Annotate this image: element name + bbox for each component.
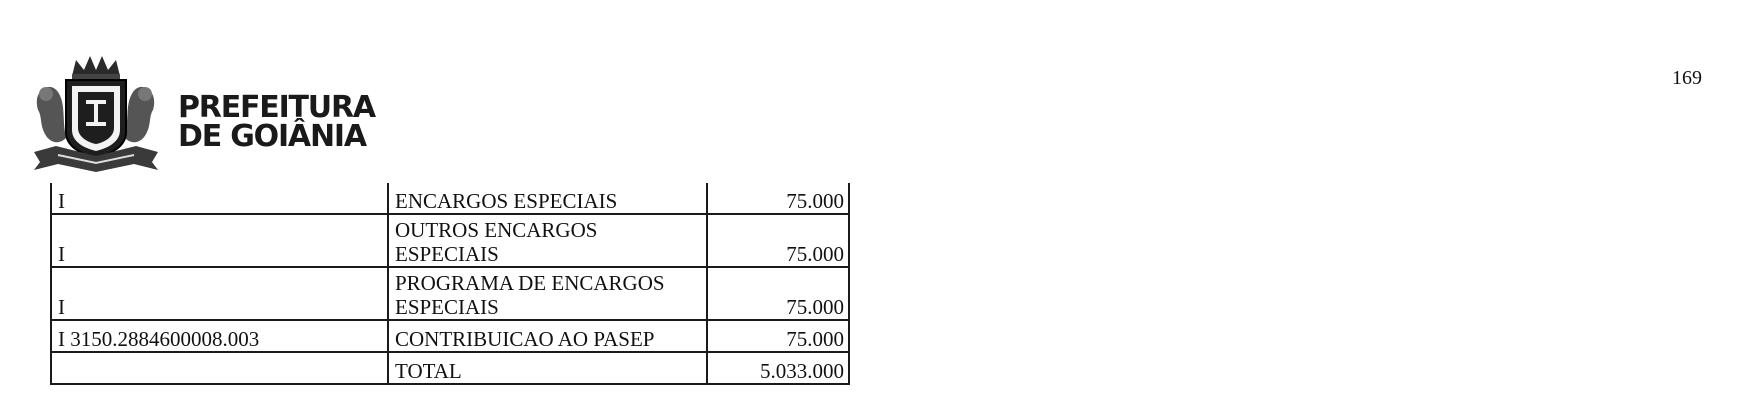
brand-line-1: PREFEITURA [178, 90, 375, 125]
code-cell [51, 352, 388, 384]
total-value-cell: 5.033.000 [707, 352, 849, 384]
code-cell: I [51, 214, 388, 267]
city-hall-brand [178, 90, 375, 154]
description-cell: CONTRIBUICAO AO PASEP [388, 320, 707, 352]
value-cell: 75.000 [707, 214, 849, 267]
table-row [51, 183, 849, 214]
code-cell: I [51, 183, 388, 214]
value-cell: 75.000 [707, 183, 849, 214]
city-coat-of-arms-logo [28, 50, 163, 175]
brand-line-2: DE GOIÂNIA [178, 119, 366, 154]
value-cell: 75.000 [707, 267, 849, 320]
budget-table [50, 183, 850, 385]
table-row [51, 214, 849, 267]
code-cell: I [51, 267, 388, 320]
total-label-cell: TOTAL [388, 352, 707, 384]
description-cell: OUTROS ENCARGOS ESPECIAIS [388, 214, 707, 267]
page-number: 169 [1672, 67, 1702, 89]
value-cell: 75.000 [707, 320, 849, 352]
table-row [51, 320, 849, 352]
table-row [51, 267, 849, 320]
code-cell: I 3150.2884600008.003 [51, 320, 388, 352]
description-cell: PROGRAMA DE ENCARGOS ESPECIAIS [388, 267, 707, 320]
description-cell: ENCARGOS ESPECIAIS [388, 183, 707, 214]
table-row-total [51, 352, 849, 384]
